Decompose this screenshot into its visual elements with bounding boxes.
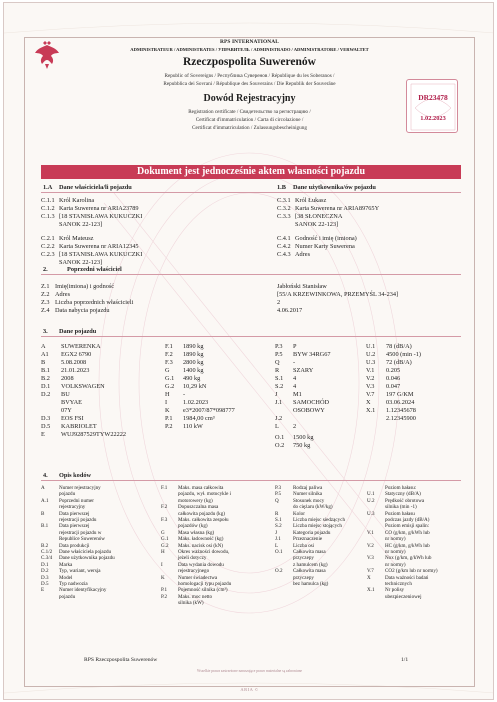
code-legend-mass-description: Data wydania dowodu bbox=[178, 561, 224, 568]
previous-owner-value: 2 bbox=[277, 299, 281, 306]
vehicle-value: 4500 (min -1) bbox=[386, 351, 421, 358]
vehicle-code: K bbox=[165, 407, 170, 414]
vehicle-code: X bbox=[366, 399, 371, 406]
code-legend-vehicle-code: D.5 bbox=[41, 581, 49, 587]
code-legend-mass-description: Numer świadectwa bbox=[178, 574, 218, 581]
vehicle-code: E bbox=[41, 431, 45, 438]
vehicle-code: V.1 bbox=[366, 367, 375, 374]
vehicle-code: H bbox=[165, 391, 170, 398]
code-legend-engine-description: Liczba miejsc stojących bbox=[293, 523, 342, 530]
code-legend-engine-code: R bbox=[275, 510, 279, 517]
section-4-number: 4. bbox=[43, 472, 48, 479]
code-legend-engine-code: O.1 bbox=[275, 549, 283, 555]
footer-fine-print: Wszelkie prawa zastrzeżone naruszające prawo materialne są zabronione bbox=[196, 669, 303, 673]
code-legend-vehicle-description: pojazdu bbox=[59, 593, 76, 600]
code-legend-engine-description: bez hamulca (kg) bbox=[293, 581, 329, 587]
code-legend-vehicle-description: Data pierwszej bbox=[59, 523, 90, 530]
vehicle-code: P.3 bbox=[275, 343, 283, 350]
vehicle-code: F.2 bbox=[165, 351, 173, 358]
section-previous-owner bbox=[41, 265, 461, 325]
code-legend-engine-description: Całkowita masa bbox=[293, 549, 326, 555]
country-title: Rzeczpospolita Suwerenów bbox=[183, 56, 316, 68]
code-legend-emissions-description: ubezpieczeniowej bbox=[385, 593, 422, 600]
vehicle-value: EOS FSI bbox=[61, 415, 84, 422]
previous-owner-value: Jabłoński Stanisław bbox=[277, 283, 327, 290]
user-field-code: C.3.3 bbox=[277, 213, 291, 220]
code-legend-emissions-description: Prędkość obrotowa bbox=[385, 497, 425, 504]
user-field-code: C.4.3 bbox=[277, 251, 291, 258]
vehicle-code: P.2 bbox=[165, 423, 173, 430]
seal-date: 1.02.2023 bbox=[420, 115, 446, 122]
code-legend-engine-description: z hamulcem (kg) bbox=[293, 561, 328, 568]
user-field-code: C.3.1 bbox=[277, 197, 291, 204]
seal-ornament-icon bbox=[407, 80, 459, 134]
user-field-value: [38 SŁONECZNA bbox=[295, 213, 343, 220]
code-legend-mass-description: homologacji typu pojazdu bbox=[178, 581, 232, 587]
registration-seal bbox=[406, 79, 458, 133]
vehicle-value: SUWERENKA bbox=[61, 343, 101, 350]
vehicle-code: F.1 bbox=[165, 343, 173, 350]
section-1b-number: 1.B bbox=[277, 184, 286, 191]
vehicle-value: 4 bbox=[293, 383, 297, 390]
user-field-value: Godność i imię (imiona) bbox=[295, 235, 357, 242]
code-legend-mass-description: Dopuszczalna masa bbox=[178, 504, 219, 511]
previous-owner-label: Data nabycia pojazdu bbox=[55, 307, 110, 314]
vehicle-value: 1.12345678 bbox=[386, 407, 416, 414]
vehicle-code: V.3 bbox=[366, 383, 375, 390]
section-3-title: Dane pojazdu bbox=[59, 328, 97, 335]
code-legend-vehicle-code: A.1 bbox=[41, 497, 49, 504]
document-translations-3: Certificat d'immatriculation / Zulassungsbescheinigung bbox=[192, 125, 307, 131]
code-legend-vehicle-code: D.3 bbox=[41, 574, 49, 581]
code-legend-mass-code: P.1 bbox=[161, 587, 168, 594]
vehicle-code: P.1 bbox=[165, 415, 173, 422]
code-legend-emissions-code: U.1 bbox=[367, 491, 375, 498]
vehicle-value: BU bbox=[61, 391, 70, 398]
previous-owner-value: [55/A KRZEWINKOWA, PRZEMYŚL 34-234] bbox=[277, 291, 399, 298]
code-legend-vehicle-code: D.2 bbox=[41, 568, 49, 575]
owner-field-code: C.1.1 bbox=[41, 197, 55, 204]
owner-field-code: C.1.2 bbox=[41, 205, 55, 212]
previous-owner-code: Z.3 bbox=[41, 299, 50, 306]
owner-field-value: Karta Suwerena nr ARIA23789 bbox=[59, 205, 139, 212]
vehicle-code: O.2 bbox=[275, 442, 285, 449]
code-legend-vehicle-code: B bbox=[41, 510, 45, 517]
code-legend-engine-description: Numer silnika bbox=[293, 491, 323, 498]
code-legend-vehicle-description: Dane użytkownika pojazdu bbox=[59, 555, 115, 562]
code-legend-vehicle-description: Marka bbox=[59, 561, 73, 568]
code-legend-vehicle-code: B.2 bbox=[41, 542, 49, 549]
code-legend-emissions-code: V.3 bbox=[367, 555, 374, 562]
code-legend-engine-code: S.1 bbox=[275, 517, 282, 523]
vehicle-value: 0.205 bbox=[386, 367, 401, 374]
user-field-value: Adres bbox=[295, 251, 311, 258]
code-legend-mass-code: F.2 bbox=[161, 504, 168, 511]
code-legend-mass-code: G.2 bbox=[161, 542, 169, 549]
org-name: RPS INTERNATIONAL bbox=[220, 39, 279, 45]
code-legend-vehicle-code: D.1 bbox=[41, 561, 49, 568]
vehicle-value: 1890 kg bbox=[183, 351, 204, 358]
owner-field-value: SANOK 22-123] bbox=[59, 259, 103, 266]
document-page bbox=[3, 2, 494, 700]
owner-field-code: C.2.1 bbox=[41, 235, 55, 242]
vehicle-value: 72 (dB/A) bbox=[386, 359, 412, 366]
code-legend-mass-code: I bbox=[161, 561, 163, 568]
code-legend-mass-code: P.2 bbox=[161, 593, 168, 600]
vehicle-value: 0.046 bbox=[386, 375, 401, 382]
vehicle-value: P bbox=[293, 343, 297, 350]
vehicle-value: 21.01.2023 bbox=[61, 367, 90, 374]
section-2-title: Poprzedni właściciel bbox=[67, 266, 122, 273]
user-field-code: C.4.1 bbox=[277, 235, 291, 242]
footer-page-number: 1/1 bbox=[401, 657, 409, 663]
code-legend-vehicle-code: B.1 bbox=[41, 523, 49, 530]
vehicle-code: J.2 bbox=[275, 415, 283, 422]
code-legend-mass-code: K bbox=[161, 574, 165, 581]
code-legend-vehicle-code: C.1/2 bbox=[41, 549, 53, 555]
previous-owner-label: Liczba poprzednich właścicieli bbox=[55, 299, 134, 306]
section-1b-title: Dane użytkownika/ów pojazdu bbox=[293, 184, 376, 191]
owner-field-code: C.2.2 bbox=[41, 243, 55, 250]
code-legend-mass-description: Okres ważności dowodu, bbox=[178, 549, 230, 555]
section-owners-header bbox=[41, 183, 461, 193]
code-legend-emissions-description: Statyczny (dB/A) bbox=[385, 491, 421, 498]
code-legend-vehicle-description: Data produkcji bbox=[59, 542, 90, 549]
vehicle-value: 110 kW bbox=[183, 423, 203, 430]
code-legend-engine-code: J bbox=[275, 529, 277, 536]
code-legend-mass-description: Maks. masa całkowita bbox=[178, 485, 224, 491]
vehicle-value: 1400 kg bbox=[183, 367, 204, 374]
section-vehicle-header bbox=[41, 327, 461, 337]
vehicle-value: 78 (dB/A) bbox=[386, 343, 412, 350]
code-legend-mass-description: jeżeli dotyczy bbox=[178, 555, 207, 562]
vehicle-value: 2008 bbox=[61, 375, 74, 382]
vehicle-value: 197 G/KM bbox=[386, 391, 414, 398]
code-legend-emissions-description: Poziom emisji spalin: bbox=[385, 523, 430, 530]
vehicle-value: 1984,00 cm³ bbox=[183, 415, 215, 422]
code-legend-engine-code: Q bbox=[275, 497, 279, 504]
vehicle-code: G.1 bbox=[165, 375, 175, 382]
code-legend-emissions-code: V.7 bbox=[367, 568, 374, 575]
vehicle-value: e3*2007/87*098777 bbox=[183, 407, 235, 414]
vehicle-code: J.1 bbox=[275, 399, 283, 406]
vehicle-value: 03.06.2024 bbox=[386, 399, 415, 406]
vehicle-code: J bbox=[275, 391, 278, 398]
code-legend-vehicle-code: C.3/4 bbox=[41, 555, 53, 562]
code-legend-emissions-description: HC (g/km, g/kWh lub bbox=[385, 542, 430, 549]
code-legend-engine-description: Kategoria pojazdu bbox=[293, 529, 331, 536]
vehicle-code: U.3 bbox=[366, 359, 376, 366]
owner-field-code: C.2.3 bbox=[41, 251, 55, 258]
vehicle-value: 0.047 bbox=[386, 383, 401, 390]
code-legend-engine-description: przyczepy bbox=[293, 555, 314, 562]
previous-owner-code: Z.2 bbox=[41, 291, 50, 298]
section-codes-header bbox=[41, 471, 461, 481]
country-translations-1: Republic of Sovereigns / Республика Суверенов / République du les Soberanos / bbox=[164, 73, 335, 79]
user-field-value: SANOK 22-123] bbox=[295, 221, 339, 228]
vehicle-value: EGX2 6790 bbox=[61, 351, 92, 358]
code-legend-engine-description: Rodzaj paliwa bbox=[293, 485, 323, 491]
document-translations-2: Certificat d'immatriculation / Carta di circolazione / bbox=[195, 117, 304, 123]
code-legend-vehicle-description: Data pierwszej bbox=[59, 510, 90, 517]
section-codes bbox=[41, 471, 461, 651]
owner-field-value: [18 STANISŁAWA KUKUCZKI bbox=[59, 213, 143, 220]
vehicle-code: D.5 bbox=[41, 423, 51, 430]
code-legend-vehicle-description: Republice Suwerenów bbox=[59, 536, 105, 543]
vehicle-code: R bbox=[275, 367, 280, 374]
vehicle-value: 2 bbox=[293, 423, 297, 430]
footer-issuer: RPS Rzeczpospolita Suwerenów bbox=[84, 657, 158, 663]
vehicle-value: VOLKSWAGEN bbox=[61, 383, 105, 390]
owner-field-value: SANOK 22-123] bbox=[59, 221, 103, 228]
code-legend-emissions-description: CO (g/km, g/kWh lub bbox=[385, 529, 430, 536]
code-legend-emissions-description: CO2 (g/km lub nr normy) bbox=[385, 568, 438, 575]
code-legend-vehicle-description: rejestracji pojazdu bbox=[59, 517, 97, 523]
vehicle-value: M1 bbox=[293, 391, 302, 398]
code-legend-mass-description: Masa własna (kg) bbox=[178, 529, 215, 536]
code-legend-emissions-code: U.3 bbox=[367, 510, 375, 517]
code-legend-emissions-description: technicznych bbox=[385, 581, 412, 587]
vehicle-code: B.2 bbox=[41, 375, 50, 382]
code-legend-vehicle-description: Dane właściciela pojazdu bbox=[59, 549, 112, 555]
vehicle-value: OSOBOWY bbox=[293, 407, 325, 414]
code-legend-mass-description: całkowita pojazdu (kg) bbox=[178, 510, 225, 517]
section-1a-title: Dane właściciela/li pojazdu bbox=[59, 184, 132, 191]
code-legend-engine-description: Całkowita masa bbox=[293, 568, 326, 575]
vehicle-value: SAMOCHÓD bbox=[293, 399, 330, 406]
owner-field-value: Król Mateusz bbox=[59, 235, 94, 242]
code-legend-engine-description: do ciężaru (kW/kg) bbox=[293, 504, 333, 511]
code-legend-emissions-description: podczas jazdy (dB/A) bbox=[385, 517, 430, 523]
code-legend-engine-code: P.3 bbox=[275, 485, 282, 491]
previous-owner-label: Adres bbox=[55, 291, 71, 298]
user-field-code: C.3.2 bbox=[277, 205, 291, 212]
previous-owner-value: 4.06.2017 bbox=[277, 307, 303, 314]
code-legend-emissions-code: V.2 bbox=[367, 542, 374, 549]
vehicle-value: 1.02.2023 bbox=[183, 399, 209, 406]
code-legend-mass-code: G bbox=[161, 529, 165, 536]
user-field-value: Król Łukasz bbox=[295, 197, 327, 204]
user-field-value: Numer Karty Suwerena bbox=[295, 243, 355, 250]
document-title: Dowód Rejestracyjny bbox=[203, 93, 296, 104]
section-vehicle bbox=[41, 327, 461, 467]
vehicle-value: 1890 kg bbox=[183, 343, 204, 350]
country-translations-2: Repubblica dei Sovrani / République des Souverains / Die Republik der Souveräne bbox=[163, 81, 336, 87]
code-legend-mass-code: F.3 bbox=[161, 517, 168, 523]
vehicle-code: F.3 bbox=[165, 359, 173, 366]
code-legend-emissions-description: nr normy) bbox=[385, 549, 406, 555]
vehicle-value: BYW 34RG67 bbox=[293, 351, 331, 358]
vehicle-code: X.1 bbox=[366, 407, 376, 414]
vehicle-code: B.1 bbox=[41, 367, 50, 374]
org-roles: ADMINISTRATEUR / ADMINISTRATES / УПРАВИТЕЛЬ / ADMINISTRADO / ADMINISTRATORE / VERWALTET bbox=[130, 47, 369, 52]
code-legend-engine-code: J.1 bbox=[275, 536, 281, 543]
vehicle-value: 4 bbox=[293, 375, 297, 382]
code-legend-vehicle-code: A bbox=[41, 485, 45, 491]
vehicle-code: U.1 bbox=[366, 343, 376, 350]
vehicle-value: KABRIOLET bbox=[61, 423, 97, 430]
section-previous-owner-header bbox=[41, 265, 461, 275]
code-legend-mass-code: F.1 bbox=[161, 485, 168, 491]
document-translations-1: Registration certificate / Свидетельство за регистрацию / bbox=[188, 109, 311, 115]
previous-owner-code: Z.1 bbox=[41, 283, 50, 290]
vehicle-value: - bbox=[183, 391, 186, 398]
vehicle-code: V.2 bbox=[366, 375, 375, 382]
owner-field-value: Król Karolina bbox=[59, 197, 95, 204]
section-3-number: 3. bbox=[43, 328, 48, 335]
seal-code: DR23478 bbox=[418, 93, 448, 102]
vehicle-value: 750 kg bbox=[293, 442, 311, 449]
code-legend-vehicle-description: Model bbox=[59, 574, 73, 581]
owner-field-value: [18 STANISŁAWA KUKUCZKI bbox=[59, 251, 143, 258]
vehicle-value: 5.08.2008 bbox=[61, 359, 87, 366]
code-legend-vehicle-description: Numer identyfikacyjny bbox=[59, 587, 107, 594]
code-legend-emissions-description: Data ważności badań bbox=[385, 574, 429, 581]
vehicle-value: WUJ9287529TYW22222 bbox=[61, 431, 127, 438]
code-legend-mass-code: H bbox=[161, 549, 165, 555]
code-legend-mass-description: Maks. nacisk osi (kN) bbox=[178, 542, 223, 549]
user-field-value: Karta Suwerena nr ARIA89765Y bbox=[295, 205, 380, 212]
code-legend-mass-code: G.1 bbox=[161, 536, 169, 543]
code-legend-vehicle-description: pojazdu bbox=[59, 491, 76, 498]
owner-field-value: Karta Suwerena nr ARIA12345 bbox=[59, 243, 139, 250]
vehicle-code: A bbox=[41, 343, 46, 350]
code-legend-emissions-code: V.1 bbox=[367, 529, 374, 536]
code-legend-vehicle-description: Typ nadwozia bbox=[59, 581, 88, 587]
code-legend-engine-description: Stosunek mocy bbox=[293, 497, 325, 504]
code-legend-emissions-code: X.1 bbox=[367, 587, 375, 594]
vehicle-code: S.2 bbox=[275, 383, 284, 390]
vehicle-code: D.1 bbox=[41, 383, 51, 390]
previous-owner-label: Imię(imiona) i godność bbox=[55, 283, 115, 290]
code-legend-emissions-description: nr normy) bbox=[385, 561, 406, 568]
vehicle-code: L bbox=[275, 423, 279, 430]
code-legend-engine-description: Liczba miejsc siedzących bbox=[293, 517, 346, 523]
code-legend-engine-description: Liczba osi bbox=[293, 542, 315, 549]
vehicle-value: - bbox=[293, 359, 296, 366]
code-legend-emissions-description: Poziom hałasu: bbox=[385, 485, 417, 491]
code-legend-vehicle-description: rejestracyjny bbox=[59, 504, 86, 511]
section-4-title: Opis kodów bbox=[59, 472, 92, 479]
code-legend-vehicle-code: E bbox=[41, 587, 45, 594]
vehicle-value: 1500 kg bbox=[293, 434, 314, 441]
code-legend-engine-description: Kolor bbox=[293, 510, 305, 517]
code-legend-emissions-code: U.2 bbox=[367, 497, 375, 504]
code-legend-engine-code: P.5 bbox=[275, 491, 282, 498]
code-legend-mass-description: rejestracyjnego bbox=[178, 568, 210, 575]
code-legend-emissions-description: Nox (g/km, g/kWh lub bbox=[385, 555, 432, 562]
code-legend-emissions-description: Nr polisy bbox=[385, 587, 405, 594]
vehicle-value: 10,29 kN bbox=[183, 383, 207, 390]
code-legend-emissions-description: nr normy) bbox=[385, 536, 406, 543]
previous-owner-code: Z.4 bbox=[41, 307, 50, 314]
vehicle-code: G bbox=[165, 367, 170, 374]
vehicle-code: O.1 bbox=[275, 434, 285, 441]
section-2-number: 2. bbox=[43, 266, 48, 273]
ownership-banner: Dokument jest jednocześnie aktem własności pojazdu bbox=[41, 165, 461, 179]
vehicle-code: I bbox=[165, 399, 168, 406]
vehicle-value: SZARY bbox=[293, 367, 314, 374]
vehicle-code: A1 bbox=[41, 351, 49, 358]
code-legend-vehicle-description: Numer rejestracyjny bbox=[59, 485, 101, 491]
code-legend-mass-description: Pojemność silnika (cm³) bbox=[178, 587, 228, 594]
code-legend-engine-description: Przeznaczenie bbox=[293, 536, 323, 543]
vehicle-code: D.3 bbox=[41, 415, 51, 422]
code-legend-mass-description: pojazdu, wył. motocykle i bbox=[178, 491, 232, 498]
code-legend-engine-code: S.2 bbox=[275, 523, 282, 530]
footer-brand: ARIA © bbox=[240, 687, 259, 692]
code-legend-mass-description: Maks. całkowita zespołu bbox=[178, 517, 229, 523]
vehicle-value: 2800 kg bbox=[183, 359, 204, 366]
code-legend-mass-description: Maks. ładowność (kg) bbox=[178, 536, 224, 543]
code-legend-engine-description: przyczepy bbox=[293, 574, 314, 581]
code-legend-emissions-description: Poziom hałasu bbox=[385, 510, 415, 517]
vehicle-value: 2.12345900 bbox=[386, 415, 416, 422]
code-legend-mass-description: pojazdów (kg) bbox=[178, 523, 208, 530]
vehicle-value: BVYAE bbox=[61, 399, 82, 406]
section-owners bbox=[41, 183, 461, 266]
code-legend-mass-description: motorowery (kg) bbox=[178, 497, 213, 504]
section-1a-number: 1.A bbox=[43, 184, 53, 191]
vehicle-code: U.2 bbox=[366, 351, 376, 358]
vehicle-value: 490 kg bbox=[183, 375, 201, 382]
vehicle-code: B bbox=[41, 359, 46, 366]
code-legend-vehicle-description: Poprzedni numer bbox=[59, 497, 94, 504]
owner-field-code: C.1.3 bbox=[41, 213, 55, 220]
code-legend-mass-description: Maks. moc netto bbox=[178, 593, 213, 600]
vehicle-code: S.1 bbox=[275, 375, 284, 382]
vehicle-value: 07Y bbox=[61, 407, 72, 414]
code-legend-mass-description: silnika (kW) bbox=[178, 600, 204, 607]
user-field-code: C.4.2 bbox=[277, 243, 291, 250]
code-legend-emissions-description: silnika (min -1) bbox=[385, 504, 417, 511]
code-legend-emissions-code: X bbox=[367, 574, 371, 581]
vehicle-code: P.5 bbox=[275, 351, 283, 358]
code-legend-engine-code: L bbox=[275, 542, 279, 549]
vehicle-code: G.2 bbox=[165, 383, 175, 390]
code-legend-vehicle-description: Typ, wariant, wersja bbox=[59, 568, 101, 575]
code-legend-engine-code: O.2 bbox=[275, 568, 283, 575]
vehicle-code: D.2 bbox=[41, 391, 51, 398]
code-legend-vehicle-description: rejestracji pojazdu w bbox=[59, 529, 102, 536]
vehicle-code: V.7 bbox=[366, 391, 375, 398]
vehicle-code: Q bbox=[275, 359, 280, 366]
